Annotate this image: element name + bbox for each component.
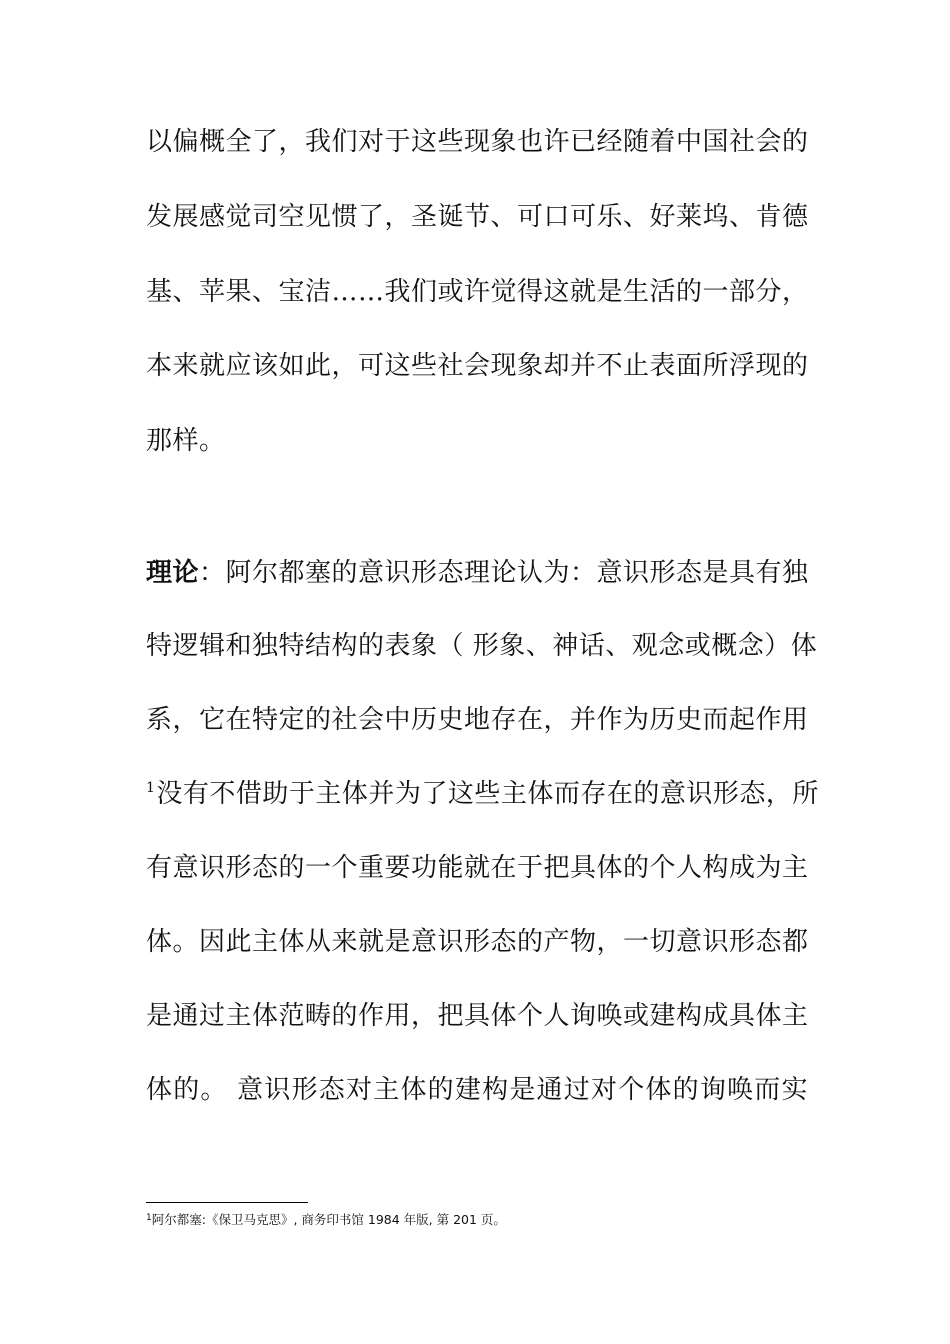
footnote (146, 1212, 506, 1228)
paragraph-2-line-4-text: 没有不借助于主体并为了这些主体而存在的意识形态，所 (156, 779, 819, 809)
paragraph-1-line-1: 以偏概全了，我们对于这些现象也许已经随着中国社会的 (146, 127, 809, 157)
paragraph-2-line-4 (146, 776, 819, 812)
paragraph-2-line-7: 是通过主体范畴的作用，把具体个人询唤或建构成具体主 (146, 1001, 809, 1031)
paragraph-2-line-3: 系，它在特定的社会中历史地存在，并作为历史而起作用 (146, 705, 809, 735)
footnote-marker: 1 (146, 1213, 152, 1223)
paragraph-2-line-6: 体。因此主体从来就是意识形态的产物，一切意识形态都 (146, 927, 809, 957)
footnote-separator (146, 1202, 308, 1203)
paragraph-2-line-2: 特逻辑和独特结构的表象（ 形象、神话、观念或概念）体 (146, 631, 818, 661)
footnote-reference[interactable]: 1 (146, 780, 156, 796)
paragraph-1-line-5: 那样。 (146, 426, 226, 456)
paragraph-2-line-8: 体的。 意识形态对主体的建构是通过对个体的询唤而实 (146, 1075, 808, 1105)
paragraph-2-line-5: 有意识形态的一个重要功能就在于把具体的个人构成为主 (146, 853, 809, 883)
paragraph-1-line-2: 发展感觉司空见惯了，圣诞节、可口可乐、好莱坞、肯德 (146, 202, 809, 232)
paragraph-2-line-1-text: ：阿尔都塞的意识形态理论认为：意识形态是具有独 (199, 558, 809, 588)
paragraph-2-line-1 (146, 555, 808, 591)
footnote-text: 阿尔都塞:《保卫马克思》, 商务印书馆 1984 年版, 第 201 页。 (151, 1212, 506, 1227)
paragraph-1-line-3: 基、苹果、宝洁……我们或许觉得这就是生活的一部分， (146, 277, 809, 307)
theory-label: 理论 (146, 558, 200, 588)
paragraph-1-line-4: 本来就应该如此，可这些社会现象却并不止表面所浮现的 (146, 351, 809, 381)
